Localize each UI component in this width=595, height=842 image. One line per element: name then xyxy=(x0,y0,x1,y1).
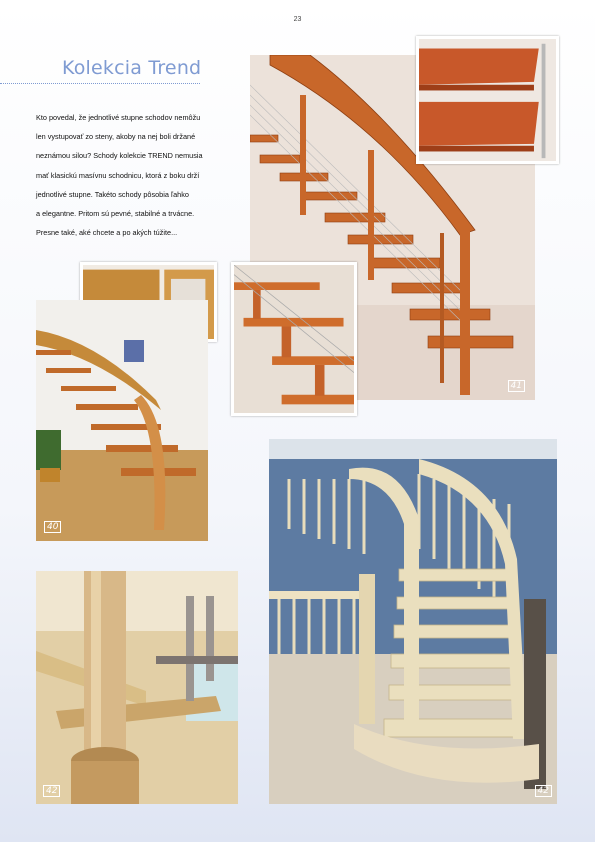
page-number: 23 xyxy=(293,16,302,23)
intro-line: Presne také, aké chcete a po akých túžite... xyxy=(36,228,178,238)
intro-line: Kto povedal, že jednotlivé stupne schodov nemôžu xyxy=(36,113,201,122)
photo-number-badge: 42 xyxy=(43,785,60,797)
photo-number-badge: 41 xyxy=(508,380,525,392)
intro-line: len vystupovať zo steny, akoby na nej boli držané xyxy=(36,132,196,142)
intro-line: neznámou silou? Schody kolekcie TREND nemusia xyxy=(36,151,203,161)
intro-line: mať klasickú masívnu schodnicu, ktorá z boku drží xyxy=(36,170,200,180)
intro-text xyxy=(36,108,251,242)
intro-line: a elegantne. Pritom sú pevné, stabilné a trvácne. xyxy=(36,209,195,219)
photo-wooden-stair-42 xyxy=(269,439,557,804)
intro-line: jednotlivé stupne. Takéto schody pôsobia ľahko xyxy=(36,189,189,199)
photo-number-badge: 42 xyxy=(535,785,552,797)
photo-spiral-42 xyxy=(36,571,238,804)
photo-stair-40 xyxy=(36,300,208,541)
photo-number-badge: 40 xyxy=(44,521,61,533)
page-title: Kolekcia Trend xyxy=(62,57,202,79)
photo-stringer-detail xyxy=(231,262,357,416)
photo-tread-detail xyxy=(416,36,559,164)
title-divider xyxy=(0,83,200,84)
